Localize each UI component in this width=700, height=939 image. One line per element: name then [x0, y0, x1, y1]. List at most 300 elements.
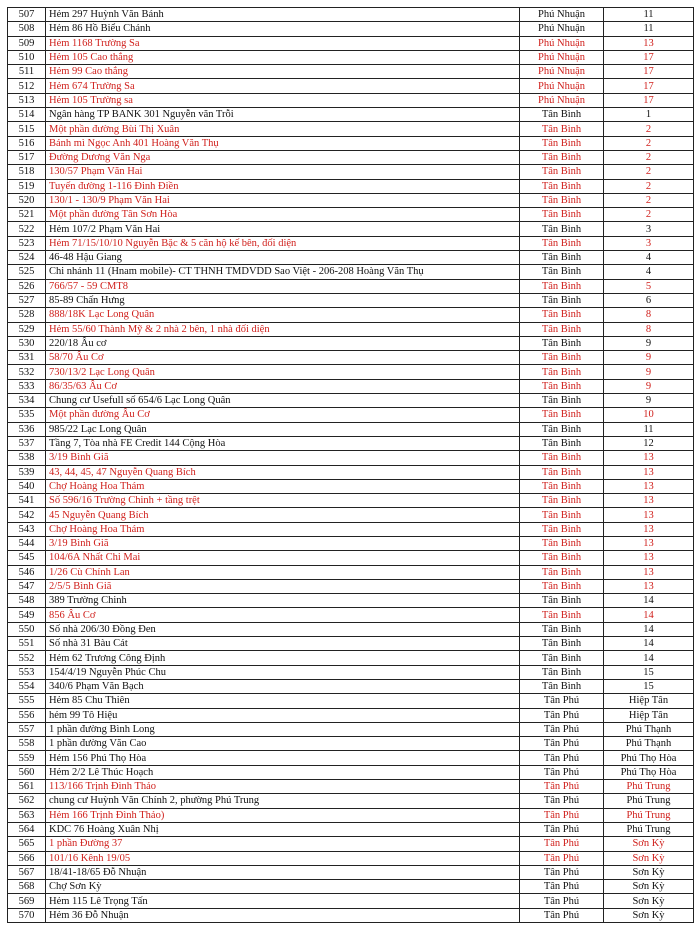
row-address: Chợ Hoàng Hoa Thám [46, 479, 520, 493]
row-district: Tân Bình [520, 608, 604, 622]
row-district: Tân Bình [520, 522, 604, 536]
row-ward: 9 [604, 379, 694, 393]
row-number: 535 [8, 408, 46, 422]
row-ward: 13 [604, 536, 694, 550]
row-number: 562 [8, 794, 46, 808]
row-ward: 11 [604, 22, 694, 36]
row-ward: 10 [604, 408, 694, 422]
row-ward: 15 [604, 679, 694, 693]
row-ward: Phú Thọ Hòa [604, 751, 694, 765]
table-row [8, 365, 694, 379]
row-number: 567 [8, 865, 46, 879]
row-address: 389 Trường Chinh [46, 594, 520, 608]
row-number: 523 [8, 236, 46, 250]
row-number: 517 [8, 150, 46, 164]
row-address: Một phần đường Tân Sơn Hòa [46, 208, 520, 222]
row-number: 545 [8, 551, 46, 565]
row-number: 513 [8, 93, 46, 107]
row-address: Hẻm 674 Trường Sa [46, 79, 520, 93]
row-ward: Phú Thọ Hòa [604, 765, 694, 779]
row-number: 546 [8, 565, 46, 579]
row-ward: Phú Thạnh [604, 722, 694, 736]
row-number: 568 [8, 880, 46, 894]
table-row [8, 780, 694, 794]
row-ward: 3 [604, 236, 694, 250]
row-address: Một phần đường Âu Cơ [46, 408, 520, 422]
row-ward: Phú Trung [604, 780, 694, 794]
row-address: Số 596/16 Trường Chinh + tầng trệt [46, 494, 520, 508]
row-district: Tân Bình [520, 136, 604, 150]
row-number: 539 [8, 465, 46, 479]
row-district: Tân Bình [520, 351, 604, 365]
row-ward: 17 [604, 65, 694, 79]
row-address: Hẻm 166 Trịnh Đình Thảo) [46, 808, 520, 822]
table-row [8, 108, 694, 122]
row-address: 3/19 Bình Giã [46, 451, 520, 465]
row-address: Một phần đường Bùi Thị Xuân [46, 122, 520, 136]
row-ward: 13 [604, 551, 694, 565]
row-district: Tân Phú [520, 694, 604, 708]
table-row [8, 279, 694, 293]
row-ward: 2 [604, 165, 694, 179]
row-district: Tân Bình [520, 536, 604, 550]
row-address: 130/1 - 130/9 Phạm Văn Hai [46, 193, 520, 207]
table-row [8, 751, 694, 765]
row-ward: 9 [604, 351, 694, 365]
row-district: Tân Bình [520, 651, 604, 665]
row-district: Tân Bình [520, 308, 604, 322]
row-number: 564 [8, 822, 46, 836]
row-number: 557 [8, 722, 46, 736]
row-number: 542 [8, 508, 46, 522]
row-number: 555 [8, 694, 46, 708]
row-district: Tân Bình [520, 494, 604, 508]
row-number: 540 [8, 479, 46, 493]
row-district: Tân Bình [520, 365, 604, 379]
table-row [8, 508, 694, 522]
table-row [8, 679, 694, 693]
row-number: 518 [8, 165, 46, 179]
row-ward: 8 [604, 322, 694, 336]
row-ward: 13 [604, 465, 694, 479]
row-number: 528 [8, 308, 46, 322]
row-number: 543 [8, 522, 46, 536]
table-row [8, 451, 694, 465]
table-row [8, 193, 694, 207]
row-ward: 11 [604, 8, 694, 22]
row-district: Tân Bình [520, 379, 604, 393]
row-district: Tân Bình [520, 150, 604, 164]
row-district: Tân Phú [520, 780, 604, 794]
row-ward: 13 [604, 508, 694, 522]
row-address: 856 Âu Cơ [46, 608, 520, 622]
row-number: 566 [8, 851, 46, 865]
row-address: 130/57 Phạm Văn Hai [46, 165, 520, 179]
row-address: Chi nhánh 11 (Hnam mobile)- CT THNH TMDVDD Sao Việt - 206-208 Hoàng Văn Thụ [46, 265, 520, 279]
row-district: Tân Bình [520, 165, 604, 179]
row-district: Tân Phú [520, 751, 604, 765]
table-row [8, 8, 694, 22]
row-number: 538 [8, 451, 46, 465]
row-ward: 9 [604, 394, 694, 408]
table-row [8, 351, 694, 365]
row-district: Tân Bình [520, 193, 604, 207]
table-row [8, 208, 694, 222]
table-row [8, 665, 694, 679]
table-row [8, 79, 694, 93]
table-row [8, 565, 694, 579]
row-number: 515 [8, 122, 46, 136]
table-row [8, 708, 694, 722]
row-district: Tân Bình [520, 122, 604, 136]
row-district: Tân Phú [520, 880, 604, 894]
table-row [8, 50, 694, 64]
row-district: Tân Bình [520, 465, 604, 479]
row-district: Tân Phú [520, 865, 604, 879]
row-address: 1/26 Cù Chính Lan [46, 565, 520, 579]
address-table-sheet [7, 7, 693, 923]
row-ward: Phú Trung [604, 822, 694, 836]
row-ward: 13 [604, 494, 694, 508]
row-ward: Sơn Kỳ [604, 894, 694, 908]
row-address: 43, 44, 45, 47 Nguyễn Quang Bích [46, 465, 520, 479]
row-address: Hẻm 107/2 Phạm Văn Hai [46, 222, 520, 236]
table-body [8, 8, 694, 923]
row-number: 550 [8, 622, 46, 636]
row-district: Tân Bình [520, 679, 604, 693]
row-ward: 8 [604, 308, 694, 322]
row-number: 549 [8, 608, 46, 622]
row-address: 3/19 Bình Giã [46, 536, 520, 550]
row-number: 520 [8, 193, 46, 207]
row-number: 553 [8, 665, 46, 679]
table-row [8, 865, 694, 879]
row-address: 220/18 Âu cơ [46, 336, 520, 350]
row-ward: 2 [604, 193, 694, 207]
row-address: Hẻm 115 Lê Trọng Tấn [46, 894, 520, 908]
row-district: Phú Nhuận [520, 8, 604, 22]
row-number: 548 [8, 594, 46, 608]
row-number: 565 [8, 837, 46, 851]
row-address: KDC 76 Hoàng Xuân Nhị [46, 822, 520, 836]
table-row [8, 394, 694, 408]
row-address: Hẻm 99 Cao thắng [46, 65, 520, 79]
row-ward: Sơn Kỳ [604, 851, 694, 865]
row-number: 569 [8, 894, 46, 908]
row-ward: Sơn Kỳ [604, 837, 694, 851]
row-ward: 14 [604, 622, 694, 636]
table-row [8, 765, 694, 779]
row-ward: 14 [604, 637, 694, 651]
row-ward: Sơn Kỳ [604, 865, 694, 879]
row-number: 552 [8, 651, 46, 665]
row-number: 559 [8, 751, 46, 765]
table-row [8, 651, 694, 665]
row-district: Tân Phú [520, 894, 604, 908]
row-address: 101/16 Kênh 19/05 [46, 851, 520, 865]
row-address: 1 phần đường Bình Long [46, 722, 520, 736]
row-district: Tân Bình [520, 436, 604, 450]
row-number: 530 [8, 336, 46, 350]
row-district: Tân Bình [520, 279, 604, 293]
row-number: 534 [8, 394, 46, 408]
row-district: Tân Phú [520, 722, 604, 736]
row-ward: 9 [604, 336, 694, 350]
row-district: Tân Bình [520, 336, 604, 350]
row-ward: 17 [604, 50, 694, 64]
address-table [7, 7, 694, 923]
row-district: Tân Phú [520, 737, 604, 751]
row-district: Tân Bình [520, 422, 604, 436]
row-address: 58/70 Âu Cơ [46, 351, 520, 365]
row-ward: Phú Trung [604, 794, 694, 808]
row-number: 551 [8, 637, 46, 651]
row-district: Tân Phú [520, 851, 604, 865]
table-row [8, 808, 694, 822]
row-ward: 13 [604, 36, 694, 50]
table-row [8, 837, 694, 851]
row-number: 527 [8, 293, 46, 307]
row-address: 86/35/63 Âu Cơ [46, 379, 520, 393]
row-number: 544 [8, 536, 46, 550]
row-ward: Hiệp Tân [604, 694, 694, 708]
row-district: Tân Bình [520, 579, 604, 593]
row-ward: 11 [604, 422, 694, 436]
row-address: Chợ Hoàng Hoa Thám [46, 522, 520, 536]
row-district: Tân Bình [520, 637, 604, 651]
row-district: Tân Phú [520, 822, 604, 836]
row-ward: 13 [604, 522, 694, 536]
row-address: Hẻm 1168 Trường Sa [46, 36, 520, 50]
row-number: 525 [8, 265, 46, 279]
row-ward: 5 [604, 279, 694, 293]
row-ward: 17 [604, 93, 694, 107]
row-number: 529 [8, 322, 46, 336]
table-row [8, 637, 694, 651]
row-district: Tân Bình [520, 394, 604, 408]
row-district: Phú Nhuận [520, 22, 604, 36]
table-row [8, 408, 694, 422]
row-address: hẻm 99 Tô Hiệu [46, 708, 520, 722]
row-district: Tân Bình [520, 551, 604, 565]
row-district: Tân Bình [520, 594, 604, 608]
row-district: Tân Bình [520, 222, 604, 236]
row-district: Phú Nhuận [520, 79, 604, 93]
row-number: 514 [8, 108, 46, 122]
row-number: 532 [8, 365, 46, 379]
table-row [8, 465, 694, 479]
row-address: 888/18K Lạc Long Quân [46, 308, 520, 322]
table-row [8, 908, 694, 922]
row-ward: 3 [604, 222, 694, 236]
row-address: Hẻm 105 Trường sa [46, 93, 520, 107]
table-row [8, 236, 694, 250]
row-ward: 4 [604, 265, 694, 279]
row-number: 516 [8, 136, 46, 150]
row-district: Tân Bình [520, 622, 604, 636]
row-address: 766/57 - 59 CMT8 [46, 279, 520, 293]
table-row [8, 880, 694, 894]
row-number: 561 [8, 780, 46, 794]
row-address: Chung cư Usefull số 654/6 Lạc Long Quân [46, 394, 520, 408]
row-number: 554 [8, 679, 46, 693]
table-row [8, 608, 694, 622]
table-row [8, 222, 694, 236]
row-ward: 13 [604, 565, 694, 579]
row-district: Tân Phú [520, 794, 604, 808]
row-district: Tân Bình [520, 479, 604, 493]
table-row [8, 22, 694, 36]
table-row [8, 36, 694, 50]
table-row [8, 293, 694, 307]
row-ward: 13 [604, 479, 694, 493]
row-address: 85-89 Chấn Hưng [46, 293, 520, 307]
row-ward: 2 [604, 136, 694, 150]
row-ward: 2 [604, 208, 694, 222]
row-district: Tân Bình [520, 665, 604, 679]
table-row [8, 894, 694, 908]
row-address: Hẻm 2/2 Lê Thúc Hoạch [46, 765, 520, 779]
row-number: 541 [8, 494, 46, 508]
row-district: Tân Bình [520, 108, 604, 122]
row-address: Hẻm 297 Huỳnh Văn Bánh [46, 8, 520, 22]
table-row [8, 122, 694, 136]
table-row [8, 479, 694, 493]
row-district: Tân Phú [520, 908, 604, 922]
row-address: Tuyến đường 1-116 Đinh Điền [46, 179, 520, 193]
row-address: 18/41-18/65 Đỗ Nhuận [46, 865, 520, 879]
row-address: 45 Nguyễn Quang Bích [46, 508, 520, 522]
row-ward: 2 [604, 179, 694, 193]
row-ward: 14 [604, 608, 694, 622]
row-ward: 1 [604, 108, 694, 122]
row-address: 154/4/19 Nguyễn Phúc Chu [46, 665, 520, 679]
table-row [8, 265, 694, 279]
row-address: 46-48 Hậu Giang [46, 251, 520, 265]
row-address: Hẻm 62 Trương Công Định [46, 651, 520, 665]
row-address: 730/13/2 Lạc Long Quân [46, 365, 520, 379]
row-address: Bánh mì Ngọc Anh 401 Hoàng Văn Thụ [46, 136, 520, 150]
row-number: 531 [8, 351, 46, 365]
table-row [8, 150, 694, 164]
row-number: 533 [8, 379, 46, 393]
row-number: 526 [8, 279, 46, 293]
row-district: Tân Bình [520, 508, 604, 522]
row-address: Đường Dương Văn Nga [46, 150, 520, 164]
row-address: 985/22 Lạc Long Quân [46, 422, 520, 436]
table-row [8, 136, 694, 150]
row-ward: 17 [604, 79, 694, 93]
row-district: Tân Bình [520, 451, 604, 465]
row-number: 556 [8, 708, 46, 722]
row-ward: 2 [604, 150, 694, 164]
table-row [8, 65, 694, 79]
table-row [8, 494, 694, 508]
table-row [8, 622, 694, 636]
row-ward: Sơn Kỳ [604, 908, 694, 922]
row-number: 560 [8, 765, 46, 779]
row-district: Phú Nhuận [520, 93, 604, 107]
row-number: 519 [8, 179, 46, 193]
row-number: 536 [8, 422, 46, 436]
row-address: Ngân hàng TP BANK 301 Nguyễn văn Trỗi [46, 108, 520, 122]
table-row [8, 851, 694, 865]
table-row [8, 737, 694, 751]
row-number: 507 [8, 8, 46, 22]
row-number: 521 [8, 208, 46, 222]
row-address: Số nhà 206/30 Đồng Đen [46, 622, 520, 636]
table-row [8, 536, 694, 550]
row-number: 510 [8, 50, 46, 64]
table-row [8, 251, 694, 265]
row-district: Tân Bình [520, 293, 604, 307]
row-district: Tân Bình [520, 322, 604, 336]
row-address: Hẻm 156 Phú Thọ Hòa [46, 751, 520, 765]
row-district: Phú Nhuận [520, 36, 604, 50]
row-number: 509 [8, 36, 46, 50]
row-district: Tân Phú [520, 808, 604, 822]
row-district: Tân Bình [520, 265, 604, 279]
row-district: Tân Bình [520, 208, 604, 222]
table-row [8, 179, 694, 193]
row-district: Phú Nhuận [520, 50, 604, 64]
row-number: 570 [8, 908, 46, 922]
row-address: 104/6A Nhất Chi Mai [46, 551, 520, 565]
row-address: 113/166 Trịnh Đình Thảo [46, 780, 520, 794]
row-ward: 6 [604, 293, 694, 307]
row-ward: 15 [604, 665, 694, 679]
row-district: Tân Bình [520, 565, 604, 579]
row-address: Hẻm 71/15/10/10 Nguyễn Bặc & 5 căn hộ kế bên, đối diện [46, 236, 520, 250]
row-number: 524 [8, 251, 46, 265]
row-address: 1 phần đường Văn Cao [46, 737, 520, 751]
row-ward: 14 [604, 651, 694, 665]
row-number: 558 [8, 737, 46, 751]
row-district: Tân Bình [520, 179, 604, 193]
row-address: 1 phần Đường 37 [46, 837, 520, 851]
row-address: Số nhà 31 Bàu Cát [46, 637, 520, 651]
row-address: 340/6 Phạm Văn Bạch [46, 679, 520, 693]
row-ward: 13 [604, 579, 694, 593]
row-address: Hẻm 36 Đỗ Nhuận [46, 908, 520, 922]
row-district: Tân Bình [520, 408, 604, 422]
row-number: 537 [8, 436, 46, 450]
row-ward: 12 [604, 436, 694, 450]
row-address: Hẻm 86 Hồ Biểu Chánh [46, 22, 520, 36]
row-number: 512 [8, 79, 46, 93]
row-number: 563 [8, 808, 46, 822]
row-address: Tầng 7, Tòa nhà FE Credit 144 Cộng Hòa [46, 436, 520, 450]
row-district: Tân Phú [520, 837, 604, 851]
table-row [8, 551, 694, 565]
table-row [8, 436, 694, 450]
row-number: 511 [8, 65, 46, 79]
row-address: Chợ Sơn Kỳ [46, 880, 520, 894]
table-row [8, 422, 694, 436]
row-district: Tân Phú [520, 708, 604, 722]
row-address: chung cư Huỳnh Văn Chính 2, phường Phú Trung [46, 794, 520, 808]
row-address: 2/5/5 Bình Giã [46, 579, 520, 593]
row-ward: Phú Thạnh [604, 737, 694, 751]
table-row [8, 522, 694, 536]
row-district: Phú Nhuận [520, 65, 604, 79]
row-ward: 4 [604, 251, 694, 265]
table-row [8, 594, 694, 608]
row-number: 508 [8, 22, 46, 36]
table-row [8, 336, 694, 350]
row-ward: Hiệp Tân [604, 708, 694, 722]
row-district: Tân Bình [520, 251, 604, 265]
